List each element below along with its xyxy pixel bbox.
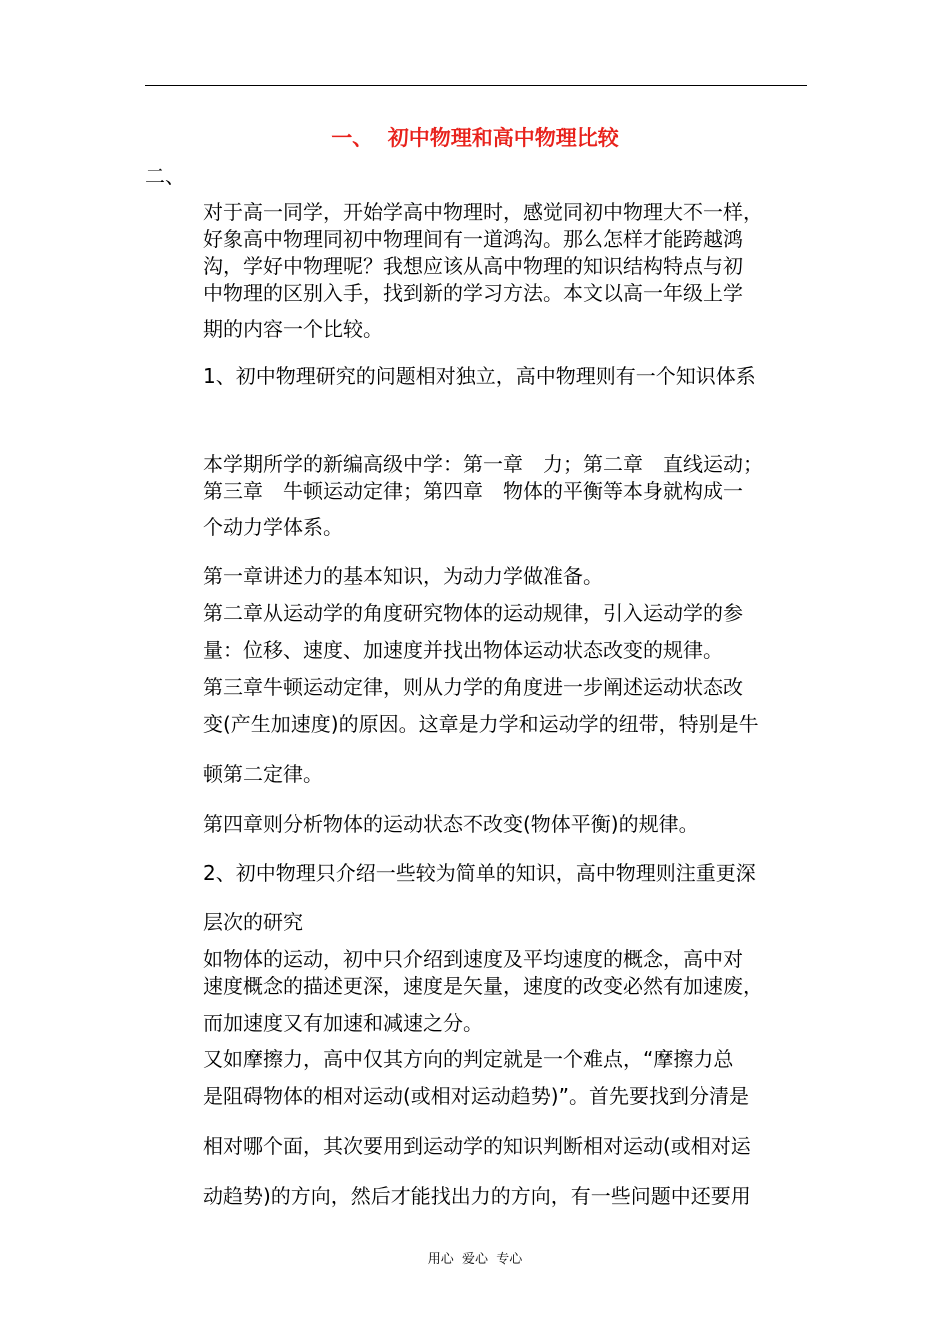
text-line: 动趋势)的方向，然后才能找出力的方向，有一些问题中还要用 bbox=[203, 1184, 751, 1208]
text-line: 好象高中物理同初中物理间有一道鸿沟。那么怎样才能跨越鸿 bbox=[203, 227, 743, 251]
page-footer: 用心 爱心 专心 bbox=[427, 1252, 523, 1267]
header-rule bbox=[145, 85, 807, 86]
text-line: 而加速度又有加速和减速之分。 bbox=[203, 1011, 483, 1035]
text-line: 中物理的区别入手，找到新的学习方法。本文以高一年级上学 bbox=[203, 281, 743, 305]
text-line: 第三章 牛顿运动定律；第四章 物体的平衡等本身就构成一 bbox=[203, 479, 743, 503]
text-line: 期的内容一个比较。 bbox=[203, 317, 383, 341]
text-line: 量：位移、速度、加速度并找出物体运动状态改变的规律。 bbox=[203, 638, 723, 662]
text-line: 第四章则分析物体的运动状态不改变(物体平衡)的规律。 bbox=[203, 812, 699, 836]
text-line: 1、初中物理研究的问题相对独立，高中物理则有一个知识体系 bbox=[203, 364, 756, 388]
document-title: 一、 初中物理和高中物理比较 bbox=[331, 126, 619, 150]
text-line: 本学期所学的新编高级中学：第一章 力；第二章 直线运动； bbox=[203, 452, 763, 476]
text-line: 第三章牛顿运动定律，则从力学的角度进一步阐述运动状态改 bbox=[203, 675, 743, 699]
text-line: 速度概念的描述更深，速度是矢量，速度的改变必然有加速废， bbox=[203, 974, 763, 998]
text-line: 第一章讲述力的基本知识，为动力学做准备。 bbox=[203, 564, 603, 588]
text-line: 对于高一同学，开始学高中物理时，感觉同初中物理大不一样， bbox=[203, 200, 763, 224]
text-line: 个动力学体系。 bbox=[203, 515, 343, 539]
text-line: 如物体的运动，初中只介绍到速度及平均速度的概念，高中对 bbox=[203, 947, 743, 971]
text-line: 沟，学好中物理呢？我想应该从高中物理的知识结构特点与初 bbox=[203, 254, 743, 278]
list-marker: 二、 bbox=[145, 164, 185, 188]
text-line: 层次的研究 bbox=[203, 910, 303, 934]
text-line: 顿第二定律。 bbox=[203, 762, 323, 786]
text-line: 是阻碍物体的相对运动(或相对运动趋势)”。首先要找到分清是 bbox=[203, 1084, 749, 1108]
text-line: 又如摩擦力，高中仅其方向的判定就是一个难点，“摩擦力总 bbox=[203, 1047, 734, 1071]
text-line: 相对哪个面，其次要用到运动学的知识判断相对运动(或相对运 bbox=[203, 1134, 751, 1158]
text-line: 变(产生加速度)的原因。这章是力学和运动学的纽带，特别是牛 bbox=[203, 712, 759, 736]
text-line: 2、初中物理只介绍一些较为简单的知识，高中物理则注重更深 bbox=[203, 861, 756, 885]
text-line: 第二章从运动学的角度研究物体的运动规律，引入运动学的参 bbox=[203, 601, 743, 625]
